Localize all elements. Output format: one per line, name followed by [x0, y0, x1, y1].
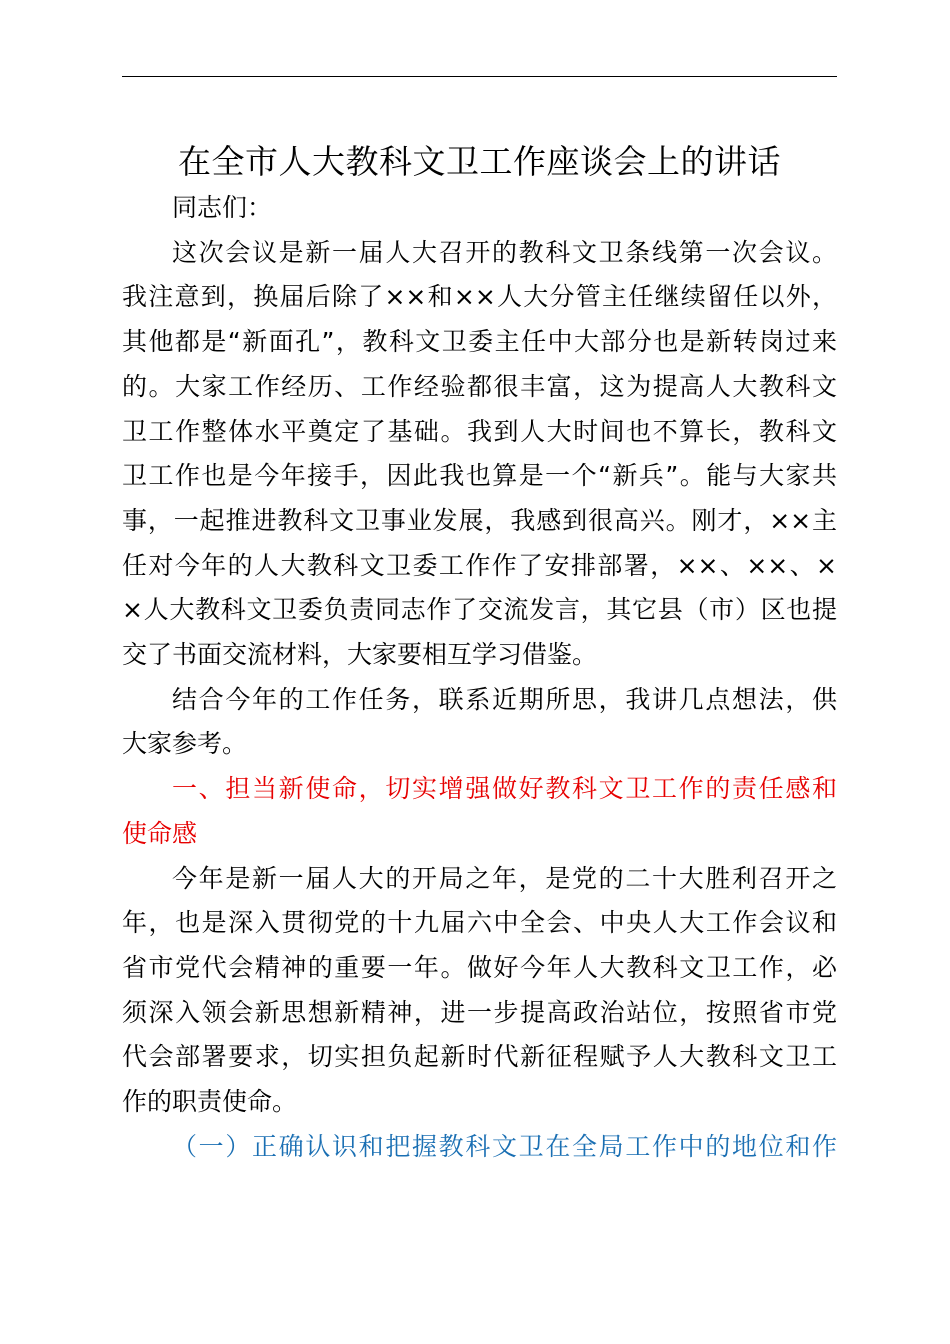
paragraph-line: 这次会议是新一届人大召开的教科文卫条线第一次会议。	[172, 237, 837, 267]
document-title: 在全市人大教科文卫工作座谈会上的讲话	[178, 142, 781, 181]
paragraph-3	[122, 857, 837, 1125]
paragraph-line: 任对今年的人大教科文卫委工作作了安排部署，××、××、×	[122, 550, 837, 580]
paragraph-line: 我注意到，换届后除了××和××人大分管主任继续留任以外，	[122, 282, 837, 312]
paragraph-line: 的。大家工作经历、工作经验都很丰富，这为提高人大教科文	[122, 371, 837, 401]
paragraph-line: ×人大教科文卫委负责同志作了交流发言，其它县（市）区也提	[122, 595, 837, 625]
paragraph-line: 其他都是“新面孔”，教科文卫委主任中大部分也是新转岗过来	[122, 327, 837, 357]
document-body	[122, 186, 837, 1169]
heading-line: （一）正确认识和把握教科文卫在全局工作中的地位和作	[172, 1131, 837, 1161]
paragraph-line: 卫工作整体水平奠定了基础。我到人大时间也不算长，教科文	[122, 416, 837, 446]
header-rule	[122, 76, 837, 77]
heading-level-2	[122, 1125, 837, 1170]
salutation: 同志们：	[172, 193, 273, 222]
paragraph-line: 省市党代会精神的重要一年。做好今年人大教科文卫工作，必	[122, 952, 837, 982]
paragraph-line: 大家参考。	[122, 729, 248, 759]
paragraph-2	[122, 678, 837, 767]
heading-line: 一、担当新使命，切实增强做好教科文卫工作的责任感和	[172, 774, 837, 804]
paragraph-line: 年，也是深入贯彻党的十九届六中全会、中央人大工作会议和	[122, 908, 837, 938]
paragraph-line: 代会部署要求，切实担负起新时代新征程赋予人大教科文卫工	[122, 1042, 837, 1072]
paragraph-line: 结合今年的工作任务，联系近期所思，我讲几点想法，供	[172, 684, 837, 714]
paragraph-line: 交了书面交流材料，大家要相互学习借鉴。	[122, 640, 598, 670]
paragraph-line: 须深入领会新思想新精神，进一步提高政治站位，按照省市党	[122, 997, 837, 1027]
paragraph-1	[122, 231, 837, 678]
paragraph-line: 今年是新一届人大的开局之年，是党的二十大胜利召开之	[172, 863, 837, 893]
paragraph-line: 作的职责使命。	[122, 1087, 298, 1117]
paragraph-line: 事，一起推进教科文卫事业发展，我感到很高兴。刚才，××主	[122, 505, 837, 535]
paragraph-line: 卫工作也是今年接手，因此我也算是一个“新兵”。能与大家共	[122, 461, 837, 491]
heading-level-1	[122, 767, 837, 856]
heading-line: 使命感	[122, 818, 198, 848]
